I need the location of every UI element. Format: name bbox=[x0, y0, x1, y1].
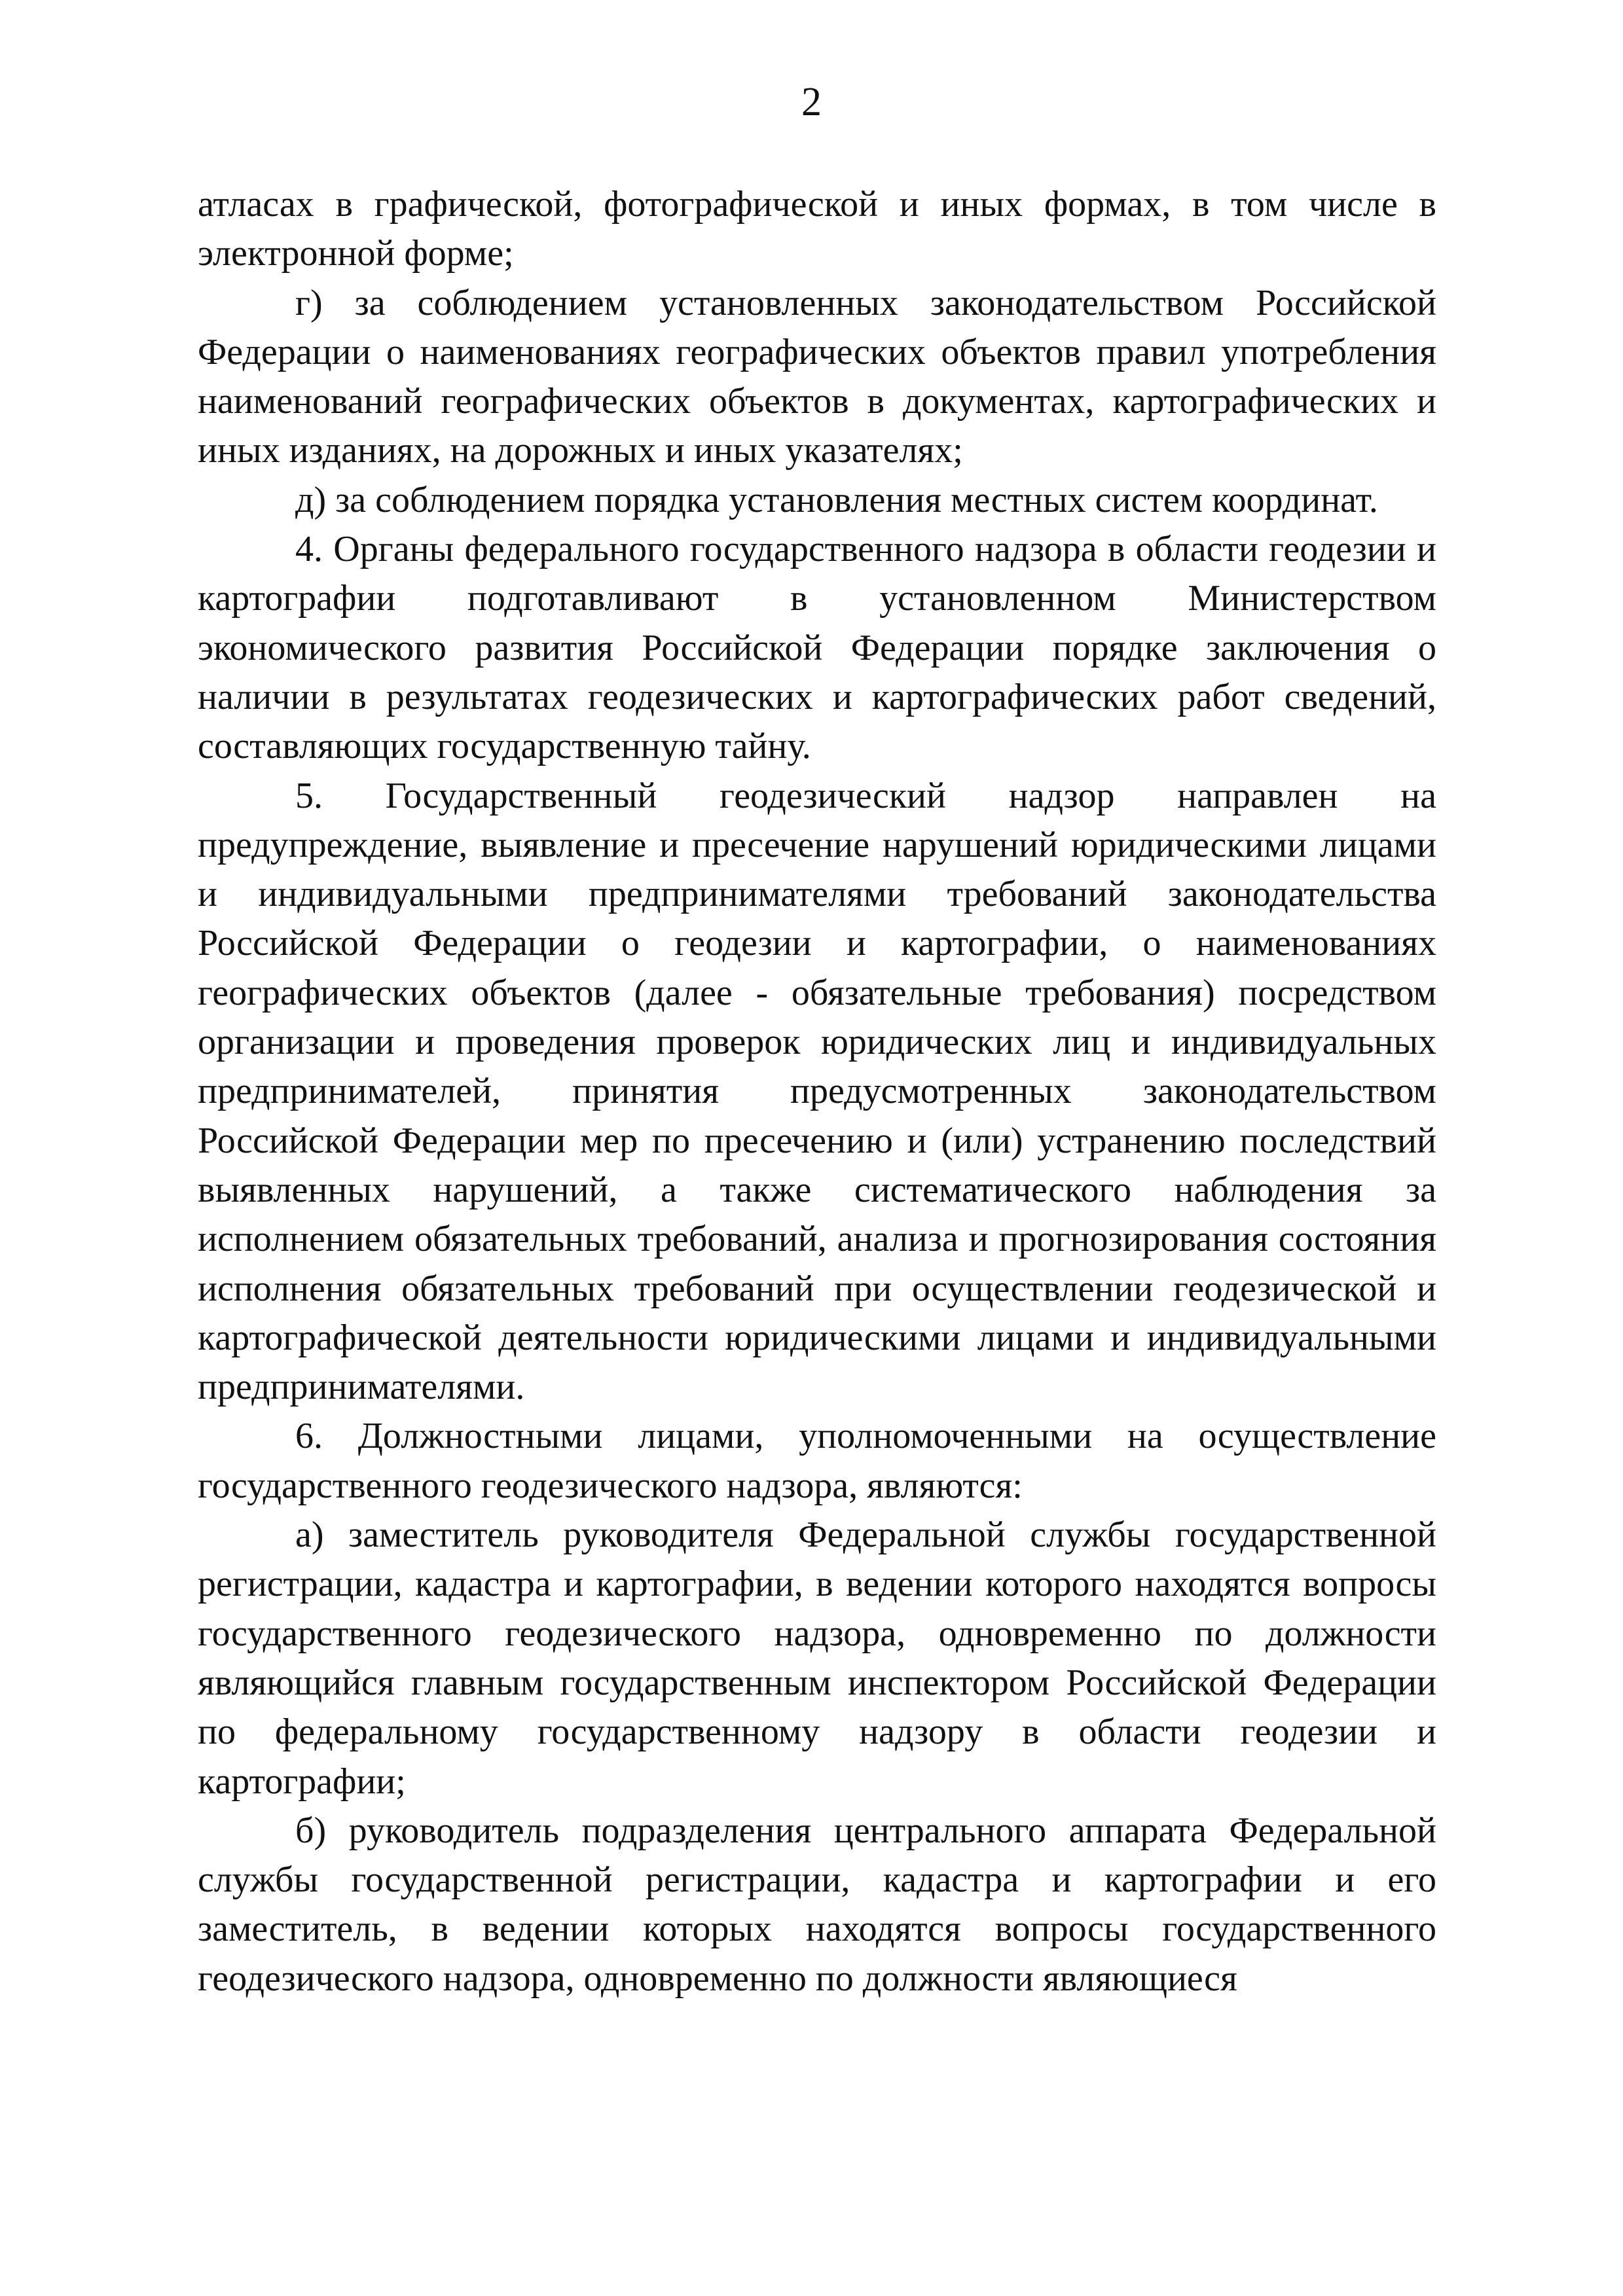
paragraph-continuation: атласах в графической, фотографической и иных формах, в том числе в электронной форме; bbox=[198, 184, 1436, 274]
paragraph-section-4: 4. Органы федерального государственного надзора в области геодезии и картографии подготавливают в установленном Министерством экономического развития Российской Федерации порядке заключения о наличии в результатах геодезических и картографических работ сведений, составляющих государственную тайну. bbox=[198, 529, 1436, 767]
paragraph-item-a: а) заместитель руководителя Федеральной службы государственной регистрации, кадастра и картографии, в ведении которого находятся вопросы государственного геодезического надзора, одновременно по должности являющийся главным государственным инспектором Российской Федерации по федеральному государственному надзору в области геодезии и картографии; bbox=[198, 1515, 1436, 1802]
document-body bbox=[198, 180, 1436, 2003]
paragraph-item-b: б) руководитель подразделения центрального аппарата Федеральной службы государственной регистрации, кадастра и картографии и его заместитель, в ведении которых находятся вопросы государственного геодезического надзора, одновременно по должности являющиеся bbox=[198, 1810, 1436, 1999]
paragraph-section-5: 5. Государственный геодезический надзор направлен на предупреждение, выявление и пресечение нарушений юридическими лицами и индивидуальными предпринимателями требований законодательства Российской Федерации о геодезии и картографии, о наименованиях географических объектов (далее - обязательные требования) посредством организации и проведения проверок юридических лиц и индивидуальных предпринимателей, принятия предусмотренных законодательством Российской Федерации мер по пресечению и (или) устранению последствий выявленных нарушений, а также систематического наблюдения за исполнением обязательных требований, анализа и прогнозирования состояния исполнения обязательных требований при осуществлении геодезической и картографической деятельности юридическими лицами и индивидуальными предпринимателями. bbox=[198, 775, 1436, 1408]
page-number: 2 bbox=[801, 80, 822, 124]
paragraph-section-6: 6. Должностными лицами, уполномоченными на осуществление государственного геодезического надзора, являются: bbox=[198, 1416, 1436, 1506]
paragraph-item-g: г) за соблюдением установленных законодательством Российской Федерации о наименованиях географических объектов правил употребления наименований географических объектов в документах, картографических и иных изданиях, на дорожных и иных указателях; bbox=[198, 282, 1436, 471]
paragraph-item-d: д) за соблюдением порядка установления местных систем координат. bbox=[295, 479, 1378, 520]
